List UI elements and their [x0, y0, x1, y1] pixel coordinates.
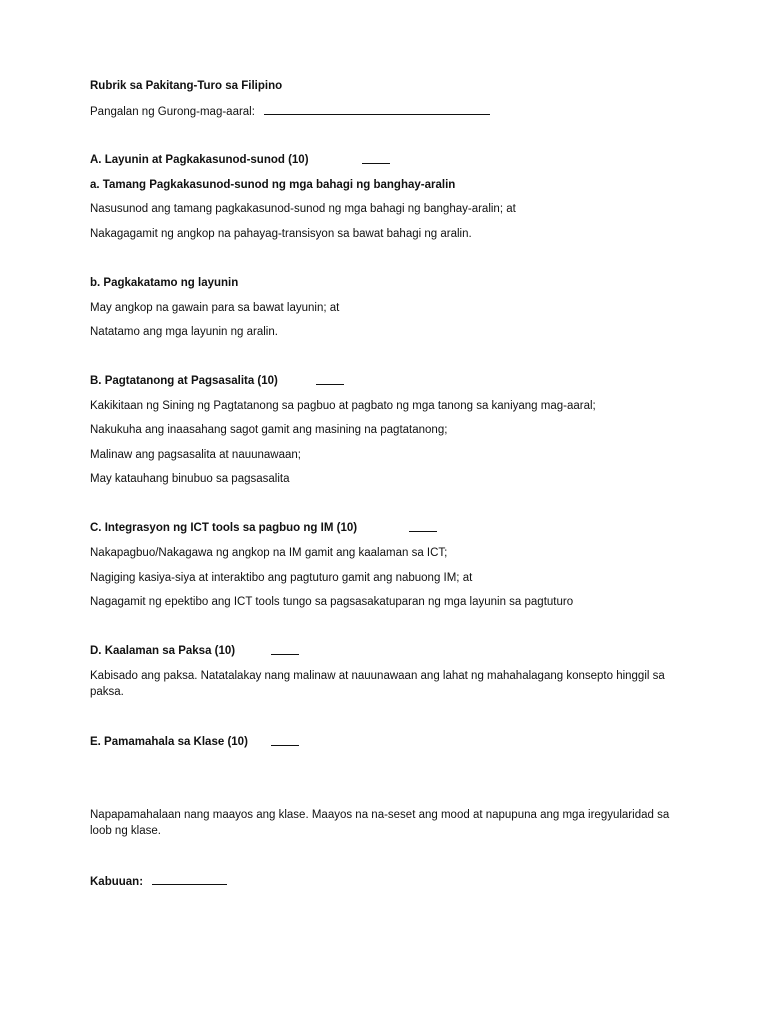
section-b-heading: B. Pagtatanong at Pagsasalita (10) [90, 375, 278, 387]
section-d-text: Kabisado ang paksa. Natatalakay nang malinaw at nauunawaan ang lahat ng mahahalagang konsepto hinggil sa paksa. [90, 670, 665, 698]
section-c-heading: C. Integrasyon ng ICT tools sa pagbuo ng IM (10) [90, 522, 358, 534]
name-field-row [90, 103, 490, 120]
section-a-sub2-heading: b. Pagkakatamo ng layunin [90, 277, 239, 289]
total-label: Kabuuan: [90, 876, 144, 888]
document-title: Rubrik sa Pakitang-Turo sa Filipino [90, 80, 283, 92]
section-b-line: Malinaw ang pagsasalita at nauunawaan; [90, 449, 301, 461]
total-blank-line[interactable] [152, 873, 227, 885]
section-d-heading: D. Kaalaman sa Paksa (10) [90, 645, 236, 657]
section-c-score-blank[interactable] [409, 520, 437, 532]
section-c-line: Nagagamit ng epektibo ang ICT tools tungo sa pagsasakatuparan ng mga layunin sa pagtuturo [90, 596, 574, 608]
section-e-score[interactable] [271, 734, 299, 751]
section-d-score-blank[interactable] [271, 643, 299, 655]
section-c-score[interactable] [409, 520, 437, 537]
section-b-line: Kakikitaan ng Sining ng Pagtatanong sa pagbuo at pagbato ng mga tanong sa kaniyang mag-aaral; [90, 400, 596, 412]
section-a-heading: A. Layunin at Pagkakasunod-sunod (10) [90, 154, 309, 166]
section-a-sub1-line: Nasusunod ang tamang pagkakasunod-sunod ng mga bahagi ng banghay-aralin; at [90, 203, 516, 215]
section-a-sub1-line: Nakagagamit ng angkop na pahayag-transisyon sa bawat bahagi ng aralin. [90, 228, 472, 240]
section-a-sub2-line: Natatamo ang mga layunin ng aralin. [90, 326, 278, 338]
name-blank-line[interactable] [264, 103, 490, 115]
section-d-score[interactable] [271, 643, 299, 660]
section-a-sub1-heading: a. Tamang Pagkakasunod-sunod ng mga bahagi ng banghay-aralin [90, 179, 456, 191]
section-c-line: Nakapagbuo/Nakagawa ng angkop na IM gamit ang kaalaman sa ICT; [90, 547, 448, 559]
section-a-sub2-line: May angkop na gawain para sa bawat layunin; at [90, 302, 340, 314]
section-b-line: Nakukuha ang inaasahang sagot gamit ang masining na pagtatanong; [90, 424, 448, 436]
section-b-score[interactable] [316, 373, 344, 390]
total-row [90, 873, 227, 890]
section-a-score-blank[interactable] [362, 152, 390, 164]
section-e-score-blank[interactable] [271, 734, 299, 746]
name-label: Pangalan ng Gurong-mag-aaral: [90, 106, 255, 118]
section-b-score-blank[interactable] [316, 373, 344, 385]
section-b-line: May katauhang binubuo sa pagsasalita [90, 473, 290, 485]
section-a-score[interactable] [362, 152, 390, 169]
section-e-text: Napapamahalaan nang maayos ang klase. Maayos na na-seset ang mood at napupuna ang mga iregyularidad sa loob ng klase. [90, 809, 670, 837]
section-c-line: Nagiging kasiya-siya at interaktibo ang pagtuturo gamit ang nabuong IM; at [90, 572, 473, 584]
section-e-heading: E. Pamamahala sa Klase (10) [90, 736, 248, 748]
